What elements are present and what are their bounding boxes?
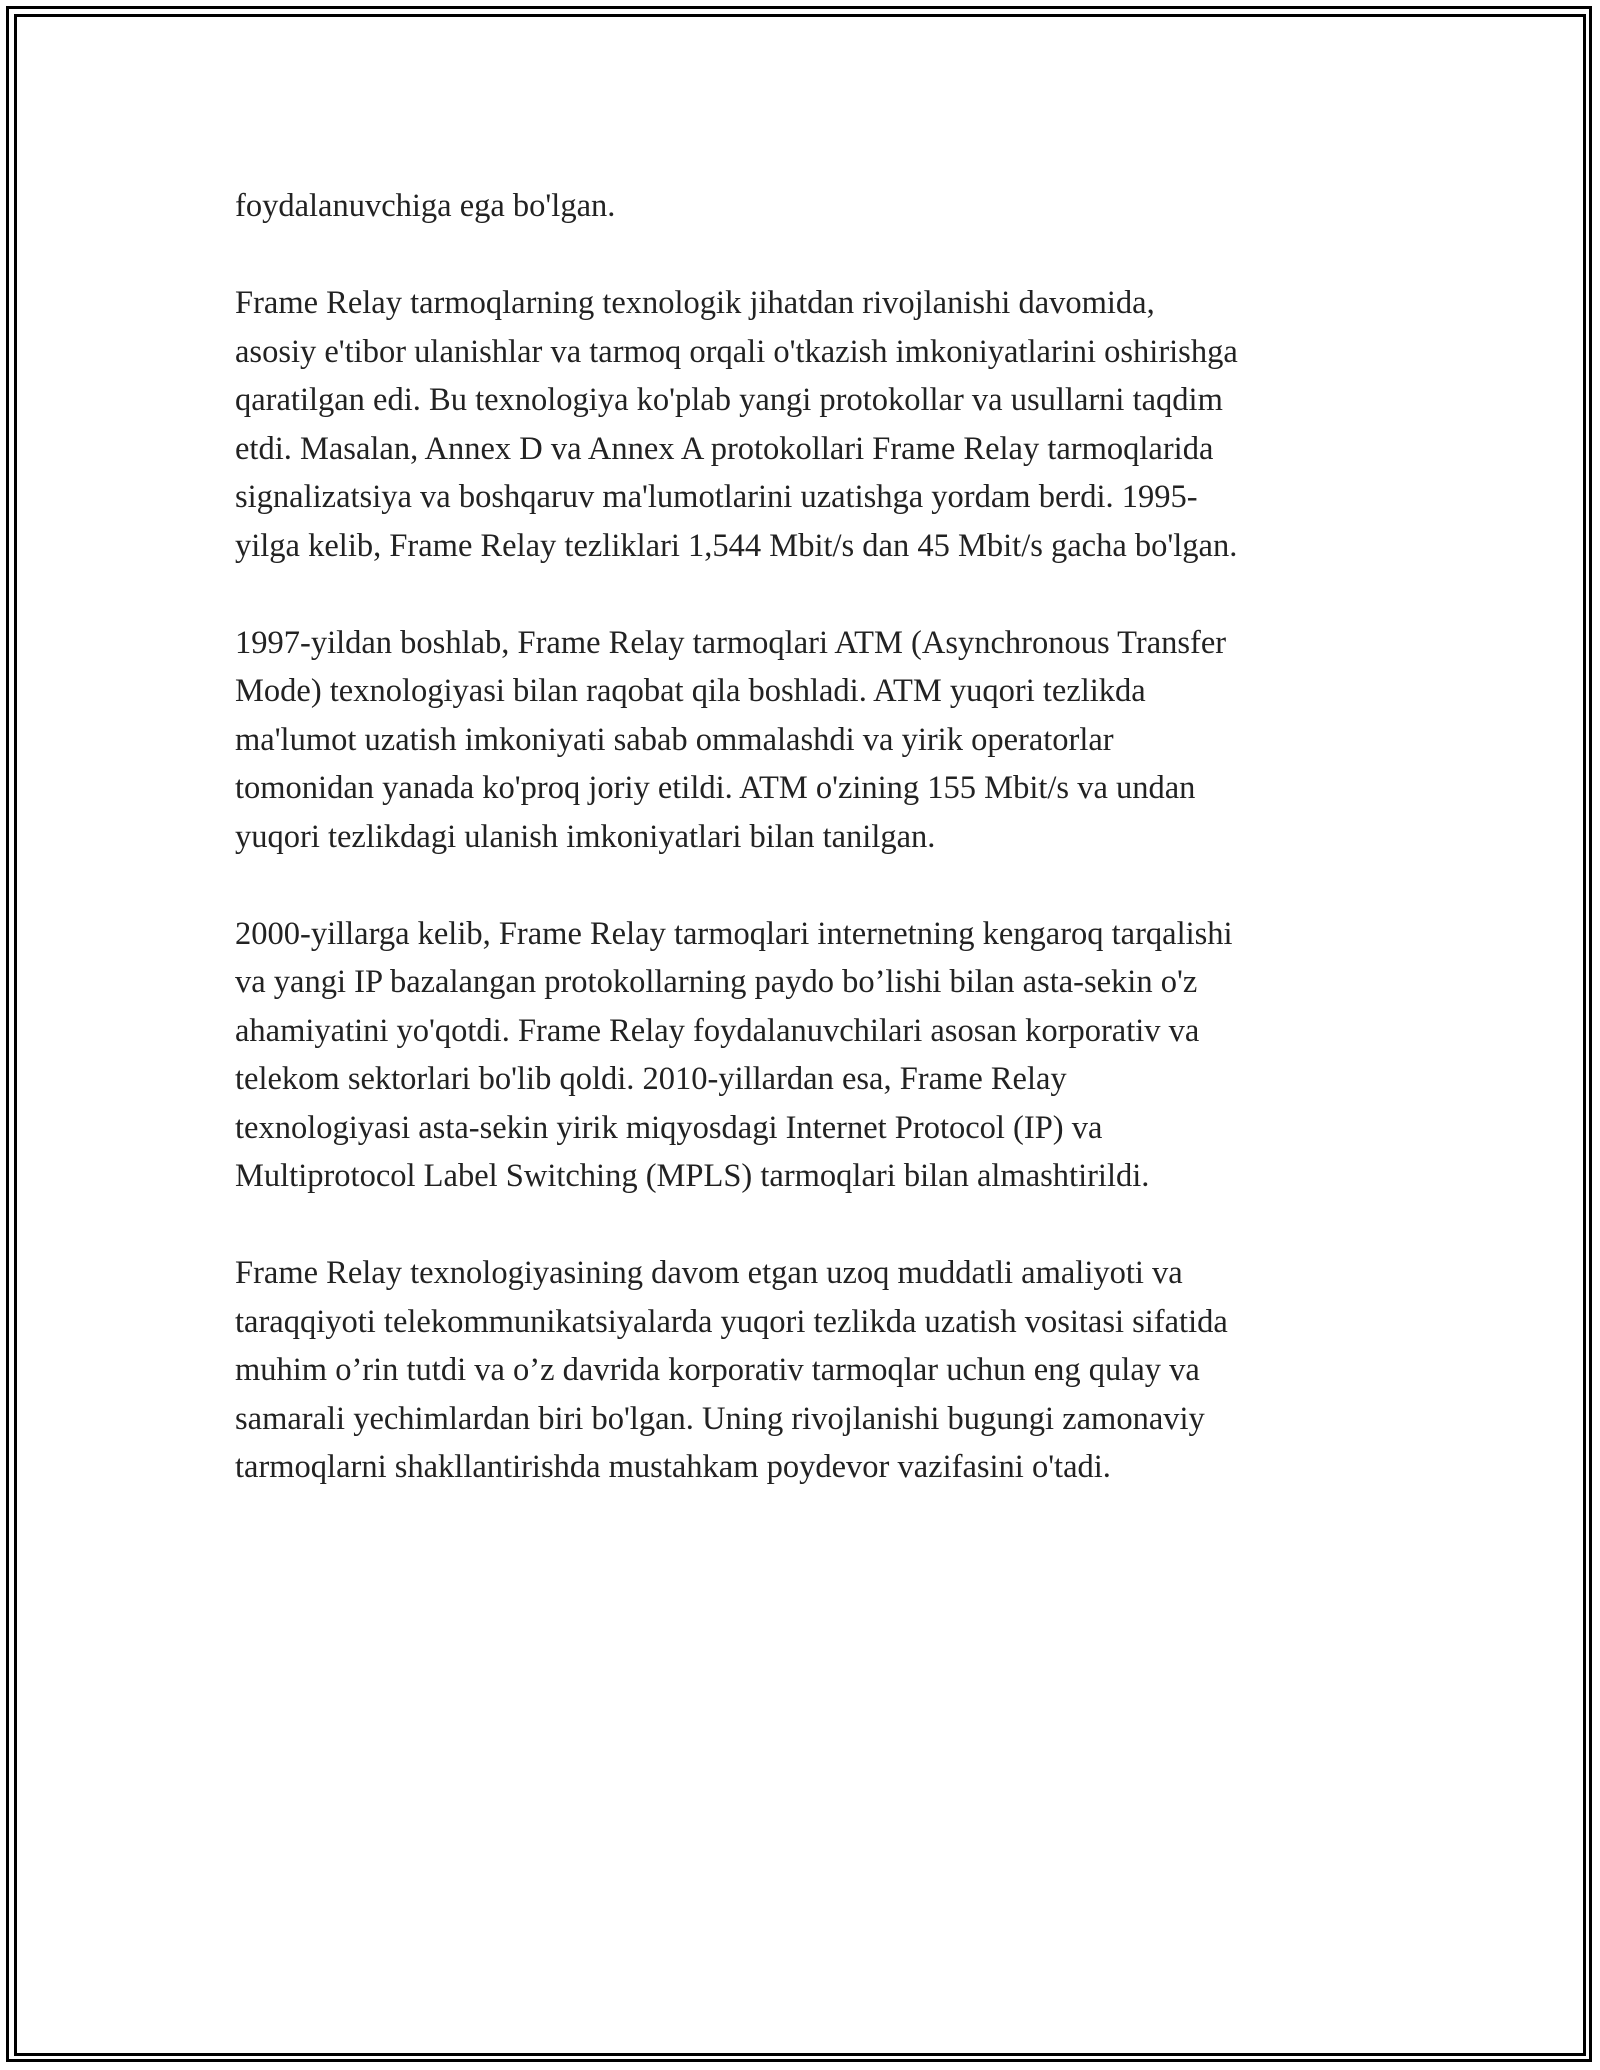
paragraph-frame-relay-development: Frame Relay tarmoqlarning texnologik jihatdan rivojlanishi davomida, asosiy e'tibor ulanishlar va tarmoq orqali o'tkazish imkoniyatlarini oshirishga qaratilgan edi. Bu texnologiya ko'plab yangi protokollar va usullarni taqdim etdi. Masalan, Annex D va Annex A protokollari Frame Relay tarmoqlarida signalizatsiya va boshqaruv ma'lumotlarini uzatishga yordam berdi. 1995- yilga kelib, Frame Relay tezliklari 1,544 Mbit/s dan 45 Mbit/s gacha bo'lgan. xyxy=(235,285,1238,564)
paragraph-atm-competition: 1997-yildan boshlab, Frame Relay tarmoqlari ATM (Asynchronous Transfer Mode) texnologiyasi bilan raqobat qila boshladi. ATM yuqori tezlikda ma'lumot uzatish imkoniyati sabab ommalashdi va yirik operatorlar tomonidan yanada ko'proq joriy etildi. ATM o'zining 155 Mbit/s va undan yuqori tezlikdagi ulanish imkoniyatlari bilan tanilgan. xyxy=(235,624,1227,855)
paragraph-conclusion: Frame Relay texnologiyasining davom etgan uzoq muddatli amaliyoti va taraqqiyoti telekommunikatsiyalarda yuqori tezlikda uzatish vositasi sifatida muhim o’rin tutdi va o’z davrida korporativ tarmoqlar uchun eng qulay va samarali yechimlardan biri bo'lgan. Uning rivojlanishi bugungi zamonaviy tarmoqlarni shakllantirishda mustahkam poydevor vazifasini o'tadi. xyxy=(235,1255,1228,1485)
document-body xyxy=(235,182,1385,1540)
paragraph-continuation: foydalanuvchiga ega bo'lgan. xyxy=(235,188,616,224)
paragraph-ip-mpls-transition: 2000-yillarga kelib, Frame Relay tarmoqlari internetning kengaroq tarqalishi va yangi IP bazalangan protokollarning paydo bo’lishi bilan asta-sekin o'z ahamiyatini yo'qotdi. Frame Relay foydalanuvchilari asosan korporativ va telekom sektorlari bo'lib qoldi. 2010-yillardan esa, Frame Relay texnologiyasi asta-sekin yirik miqyosdagi Internet Protocol (IP) va Multiprotocol Label Switching (MPLS) tarmoqlari bilan almashtirildi. xyxy=(235,915,1233,1194)
